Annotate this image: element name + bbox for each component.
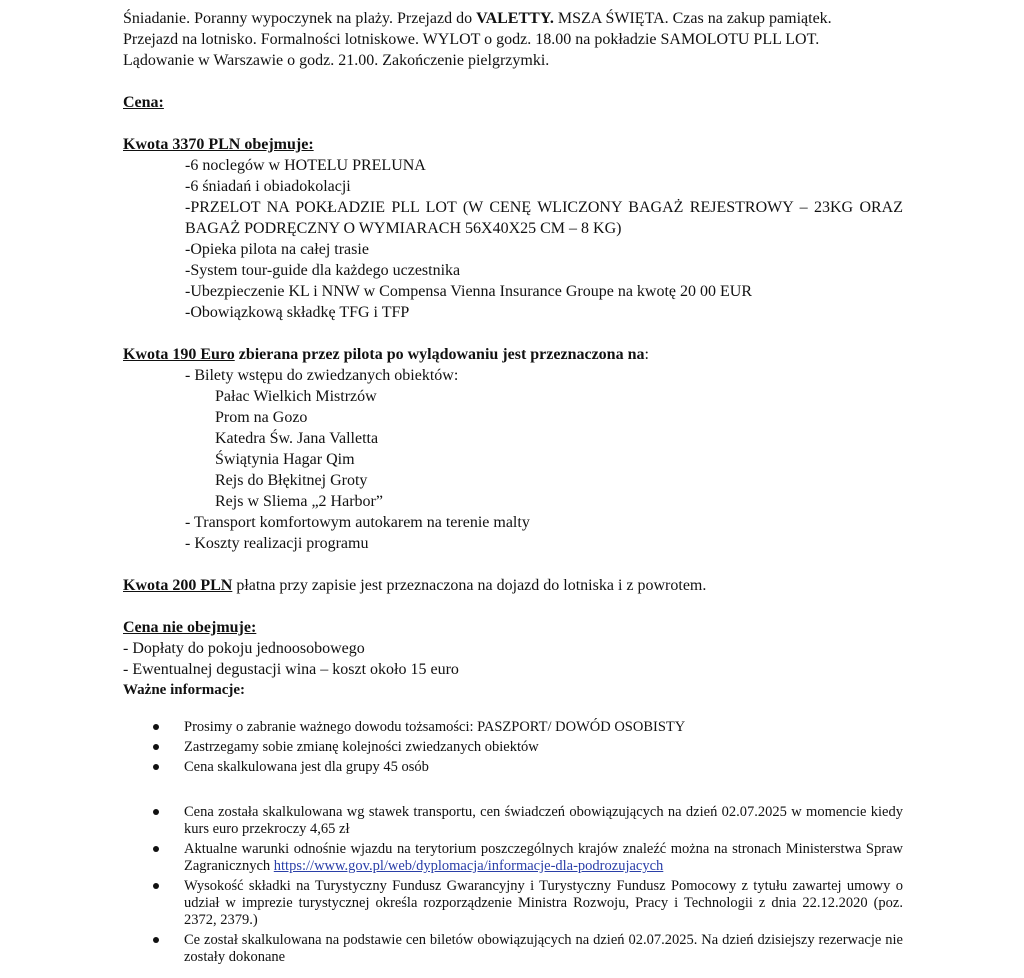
bullet-icon [153, 724, 159, 730]
not-included-heading: Cena nie obejmuje: [123, 619, 257, 636]
list-item: -Obowiązkową składkę TFG i TFP [185, 304, 410, 321]
list-item [123, 878, 903, 929]
list-item: -Ubezpieczenie KL i NNW w Compensa Vienna Insurance Groupe na kwotę 20 00 EUR [185, 283, 753, 300]
list-item-text: Cena została skalkulowana wg stawek transportu, cen świadczeń obowiązujących na dzień 02.07.2025 w momencie kiedy kurs euro przekroczy 4,65 zł [184, 804, 903, 837]
ticket-item: Pałac Wielkich Mistrzów [215, 388, 377, 405]
section-190-heading-text: zbierana przez pilota po wylądowaniu jest przeznaczona na [234, 346, 645, 363]
bullet-icon [153, 846, 159, 852]
section-3370-heading: Kwota 3370 PLN obejmuje: [123, 136, 314, 153]
list-item-text: Ce został skalkulowana na podstawie cen biletów obowiązujących na dzień 02.07.2025. Na dzień dzisiejszy rezerwacje nie zostały dokonane [184, 932, 903, 965]
section-190-extra [123, 512, 903, 554]
intro-text-c: MSZA ŚWIĘTA. Czas na zakup pamiątek. [553, 10, 832, 27]
intro-line-2: Przejazd na lotnisko. Formalności lotniskowe. WYLOT o godz. 18.00 na pokładzie SAMOLOTU PLL LOT. [123, 31, 820, 48]
spacer [123, 701, 903, 719]
ticket-item: Rejs do Błękitnej Groty [215, 472, 368, 489]
important-list-2 [123, 804, 903, 966]
intro-text-a: Śniadanie. Poranny wypoczynek na plaży. Przejazd do [123, 10, 477, 27]
list-item-text: Zastrzegamy sobie zmianę kolejności zwiedzanych obiektów [184, 739, 539, 755]
list-item [123, 719, 903, 736]
bullet-icon [153, 809, 159, 815]
tickets-list [123, 386, 903, 512]
section-200-amount: Kwota 200 PLN [123, 577, 233, 594]
section-190-colon: : [644, 346, 649, 363]
price-heading: Cena: [123, 94, 164, 111]
list-item [123, 804, 903, 838]
list-item [123, 932, 903, 966]
list-item-text: Wysokość składki na Turystyczny Fundusz Gwarancyjny i Turystyczny Fundusz Pomocowy z tytułu zawartej umowy o udział w imprezie turystycznej określa rozporządzenie Ministra Rozwoju, Pracy i Technologii z dnia 22.12.2020 (poz. 2372, 2379.) [184, 878, 903, 928]
list-item: -6 noclegów w HOTELU PRELUNA [185, 157, 426, 174]
ticket-item: Świątynia Hagar Qim [215, 451, 355, 468]
list-item: - Ewentualnej degustacji wina – koszt około 15 euro [123, 661, 459, 678]
spacer [123, 776, 903, 804]
list-item: -PRZELOT NA POKŁADZIE PLL LOT (W CENĘ WLICZONY BAGAŻ REJESTROWY – 23KG ORAZ BAGAŻ PODRĘCZNY O WYMIARACH 56X40X25 CM – 8 KG) [185, 199, 903, 237]
msz-link[interactable]: https://www.gov.pl/web/dyplomacja/informacje-dla-podrozujacych [273, 858, 664, 874]
list-item: - Dopłaty do pokoju jednoosobowego [123, 640, 365, 657]
tickets-label: - Bilety wstępu do zwiedzanych obiektów: [185, 367, 459, 384]
list-item: -Opieka pilota na całej trasie [185, 241, 369, 258]
section-200-text: płatna przy zapisie jest przeznaczona na dojazd do lotniska i z powrotem. [232, 577, 707, 594]
list-item-text: Prosimy o zabranie ważnego dowodu tożsamości: PASZPORT/ DOWÓD OSOBISTY [184, 719, 686, 735]
list-item [123, 759, 903, 776]
intro-line-3: Lądowanie w Warszawie o godz. 21.00. Zakończenie pielgrzymki. [123, 52, 550, 69]
bullet-icon [153, 744, 159, 750]
important-list-1 [123, 719, 903, 776]
bullet-icon [153, 937, 159, 943]
section-190-amount: Kwota 190 Euro [123, 346, 235, 363]
bullet-icon [153, 883, 159, 889]
important-heading: Ważne informacje: [123, 682, 246, 698]
ticket-item: Prom na Gozo [215, 409, 308, 426]
intro-valetta: VALETTY. [476, 10, 554, 27]
list-item: -6 śniadań i obiadokolacji [185, 178, 351, 195]
spacer [123, 596, 903, 617]
list-item-text: Cena skalkulowana jest dla grupy 45 osób [184, 759, 429, 775]
list-item: - Transport komfortowym autokarem na terenie malty [185, 514, 530, 531]
list-item [123, 841, 903, 875]
section-200 [123, 575, 903, 596]
list-item [123, 739, 903, 756]
list-item-text: Aktualne warunki odnośnie wjazdu na terytorium poszczególnych krajów znaleźć można na stronach Ministerstwa Spraw Zagranicznych [184, 841, 903, 874]
ticket-item: Katedra Św. Jana Valletta [215, 430, 379, 447]
list-item: -System tour-guide dla każdego uczestnika [185, 262, 461, 279]
section-3370-list [123, 155, 903, 323]
section-190-heading [123, 344, 903, 365]
spacer [123, 71, 903, 92]
ticket-item: Rejs w Sliema „2 Harbor” [215, 493, 383, 510]
intro-line-1 [123, 8, 903, 29]
bullet-icon [153, 764, 159, 770]
document-page [123, 8, 903, 966]
spacer [123, 323, 903, 344]
list-item: - Koszty realizacji programu [185, 535, 369, 552]
spacer [123, 113, 903, 134]
spacer [123, 554, 903, 575]
section-190-list [123, 365, 903, 386]
